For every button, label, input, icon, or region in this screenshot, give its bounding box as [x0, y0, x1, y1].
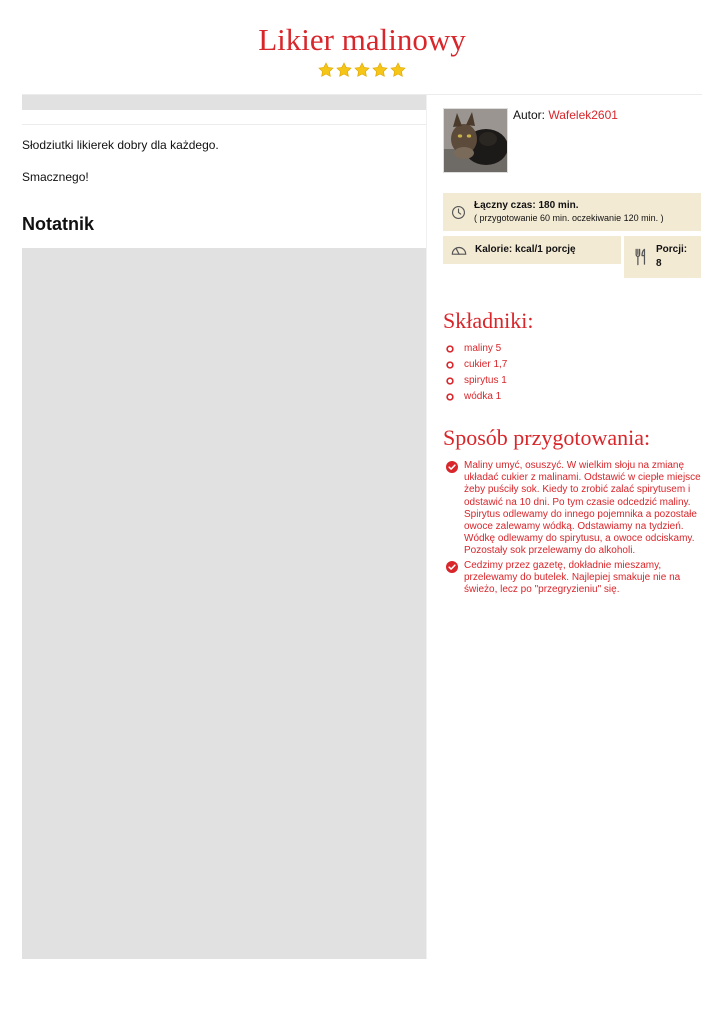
time-detail: ( przygotowanie 60 min. oczekiwanie 120 min. ) [474, 213, 664, 223]
cat-photo-icon [444, 109, 507, 172]
ring-bullet-icon [446, 377, 454, 385]
author-line [513, 108, 618, 122]
preparation-title: Sposób przygotowania: [443, 425, 651, 450]
portions-value: 8 [656, 258, 662, 269]
author-label: Autor: [513, 108, 546, 122]
ingredient-text: maliny 5 [464, 343, 502, 354]
total-time-box [443, 193, 701, 231]
recipe-title: Likier malinowy [258, 22, 466, 57]
calories-box [443, 236, 621, 264]
portions-label: Porcji: [656, 244, 688, 255]
notes-title: Notatnik [22, 214, 94, 234]
total-time-label: Łączny czas: 180 min. [474, 200, 579, 211]
ingredients-list [446, 342, 507, 406]
gauge-icon [451, 242, 467, 257]
star-icon [354, 62, 370, 78]
ring-bullet-icon [446, 361, 454, 369]
star-icon [336, 62, 352, 78]
image-placeholder-bar [22, 95, 426, 110]
ingredient-text: cukier 1,7 [464, 359, 508, 370]
ingredient-item [446, 342, 507, 358]
ingredient-text: wódka 1 [464, 391, 502, 402]
step-item [446, 460, 702, 558]
ingredient-item [446, 358, 507, 374]
calories-label: Kalorie: kcal/1 porcję [475, 244, 576, 255]
ingredient-text: spirytus 1 [464, 375, 507, 386]
author-link[interactable]: Wafelek2601 [548, 108, 618, 122]
step-text: Cedzimy przez gazetę, dokładnie mieszamy, przelewamy do butelek. Najlepiej smakuje nie na świeżo, lecz po "przegryzieniu" się. [464, 559, 681, 596]
preparation-steps [446, 460, 702, 598]
check-circle-icon [446, 561, 458, 573]
column-divider [426, 95, 427, 959]
description-text: Słodziutki likierek dobry dla każdego. [22, 138, 219, 152]
ring-bullet-icon [446, 345, 454, 353]
rating-stars [0, 62, 724, 78]
notes-area[interactable] [22, 248, 426, 959]
section-divider [22, 124, 426, 125]
step-item [446, 560, 702, 597]
star-icon [372, 62, 388, 78]
portions-box [624, 236, 701, 278]
description-text: Smacznego! [22, 170, 89, 184]
cutlery-icon [634, 248, 648, 266]
ingredients-title: Składniki: [443, 308, 534, 333]
star-icon [390, 62, 406, 78]
ingredient-item [446, 374, 507, 390]
ring-bullet-icon [446, 393, 454, 401]
check-circle-icon [446, 461, 458, 473]
clock-icon [451, 205, 466, 220]
step-text: Maliny umyć, osuszyć. W wielkim słoju na zmianę układać cukier z malinami. Odstawić w ciepłe miejsce żeby puściły sok. Kiedy to zrobić zalać spirytusem i odstawić na 10 dni. Po tym czasie odcedzić maliny. Spirytus odlewamy do innego pojemnika a pozostałe owoce zalewamy wódką. Odstawiamy na tydzień. Wódkę odlewamy do spirytusu, a owoce odciskamy. Pozostały sok przelewamy do alkoholi. [464, 460, 701, 557]
author-avatar[interactable] [443, 108, 508, 173]
ingredient-item [446, 390, 507, 406]
star-icon [318, 62, 334, 78]
